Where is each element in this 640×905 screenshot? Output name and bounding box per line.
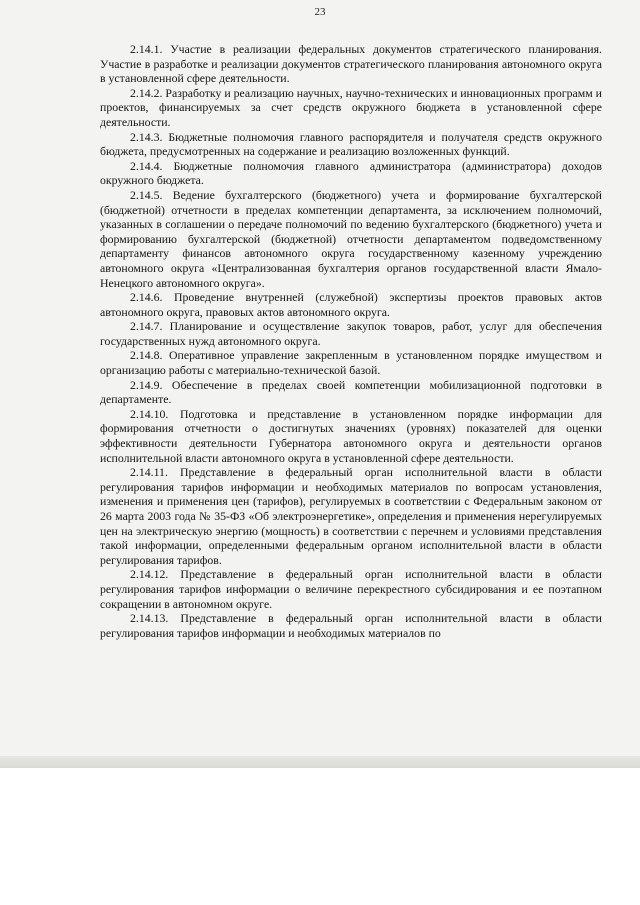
paragraph-2-14-1: 2.14.1. Участие в реализации федеральных документов стратегического планирования. Участие в разработке и реализации документов стратегического планирования автономного округа в установленной сфере деятельности. [100,42,602,86]
paragraph-2-14-11: 2.14.11. Представление в федеральный орган исполнительной власти в области регулирования тарифов информации и необходимых материалов по вопросам установления, изменения и применения цен (тарифов), регулируемых в соответствии с Федеральным законом от 26 марта 2003 года № 35-ФЗ «Об электроэнергетике», определения и применения нерегулируемых цен на электрическую энергию (мощность) в соответствии с перечнем и условиями представления такой информации, определенными федеральным органом исполнительной власти в области регулирования тарифов. [100,465,602,567]
page-number: 23 [314,6,326,18]
paragraph-2-14-9: 2.14.9. Обеспечение в пределах своей компетенции мобилизационной подготовки в департаменте. [100,377,602,407]
paragraph-2-14-7: 2.14.7. Планирование и осуществление закупок товаров, работ, услуг для обеспечения государственных нужд автономного округа. [100,319,602,348]
paragraph-2-14-2: 2.14.2. Разработку и реализацию научных, научно-технических и инновационных программ и проектов, финансируемых за счет средств окружного бюджета в установленной сфере деятельности. [100,85,602,129]
paragraph-2-14-13: 2.14.13. Представление в федеральный орган исполнительной власти в области регулирования тарифов информации и необходимых материалов по [100,611,602,640]
paragraph-2-14-6: 2.14.6. Проведение внутренней (служебной) экспертизы проектов правовых актов автономного округа, правовых актов автономного округа. [100,290,602,319]
document-body [100,42,602,640]
paragraph-2-14-3: 2.14.3. Бюджетные полномочия главного распорядителя и получателя средств окружного бюджета, предусмотренных на содержание и реализацию возложенных функций. [100,129,602,159]
paragraph-2-14-8: 2.14.8. Оперативное управление закрепленным в установленном порядке имуществом и организацию работы с материально-технической базой. [100,348,602,378]
paragraph-2-14-4: 2.14.4. Бюджетные полномочия главного администратора (администратора) доходов окружного бюджета. [100,158,602,188]
paragraph-2-14-5: 2.14.5. Ведение бухгалтерского (бюджетного) учета и формирование бухгалтерской (бюджетной) отчетности в пределах компетенции департамента, за исключением полномочий, указанных в соглашении о передаче полномочий по ведению бухгалтерского (бюджетного) учета и формированию бухгалтерской (бюджетной) отчетности департаментом подведомственному департаменту финансов автономного округа государственному казенному учреждению автономного округа «Централизованная бухгалтерия органов государственной власти Ямало-Ненецкого автономного округа». [100,187,602,290]
scan-bottom-edge [0,756,640,768]
paragraph-2-14-10: 2.14.10. Подготовка и представление в установленном порядке информации для формирования отчетности о достигнутых значениях (уровнях) показателей для оценки эффективности деятельности Губернатора автономного округа и деятельности органов исполнительной власти автономного округа в установленной сфере деятельности. [100,406,602,465]
paragraph-2-14-12: 2.14.12. Представление в федеральный орган исполнительной власти в области регулирования тарифов информации о величине перекрестного субсидирования и ее поэтапном сокращении в автономном округе. [100,567,602,611]
